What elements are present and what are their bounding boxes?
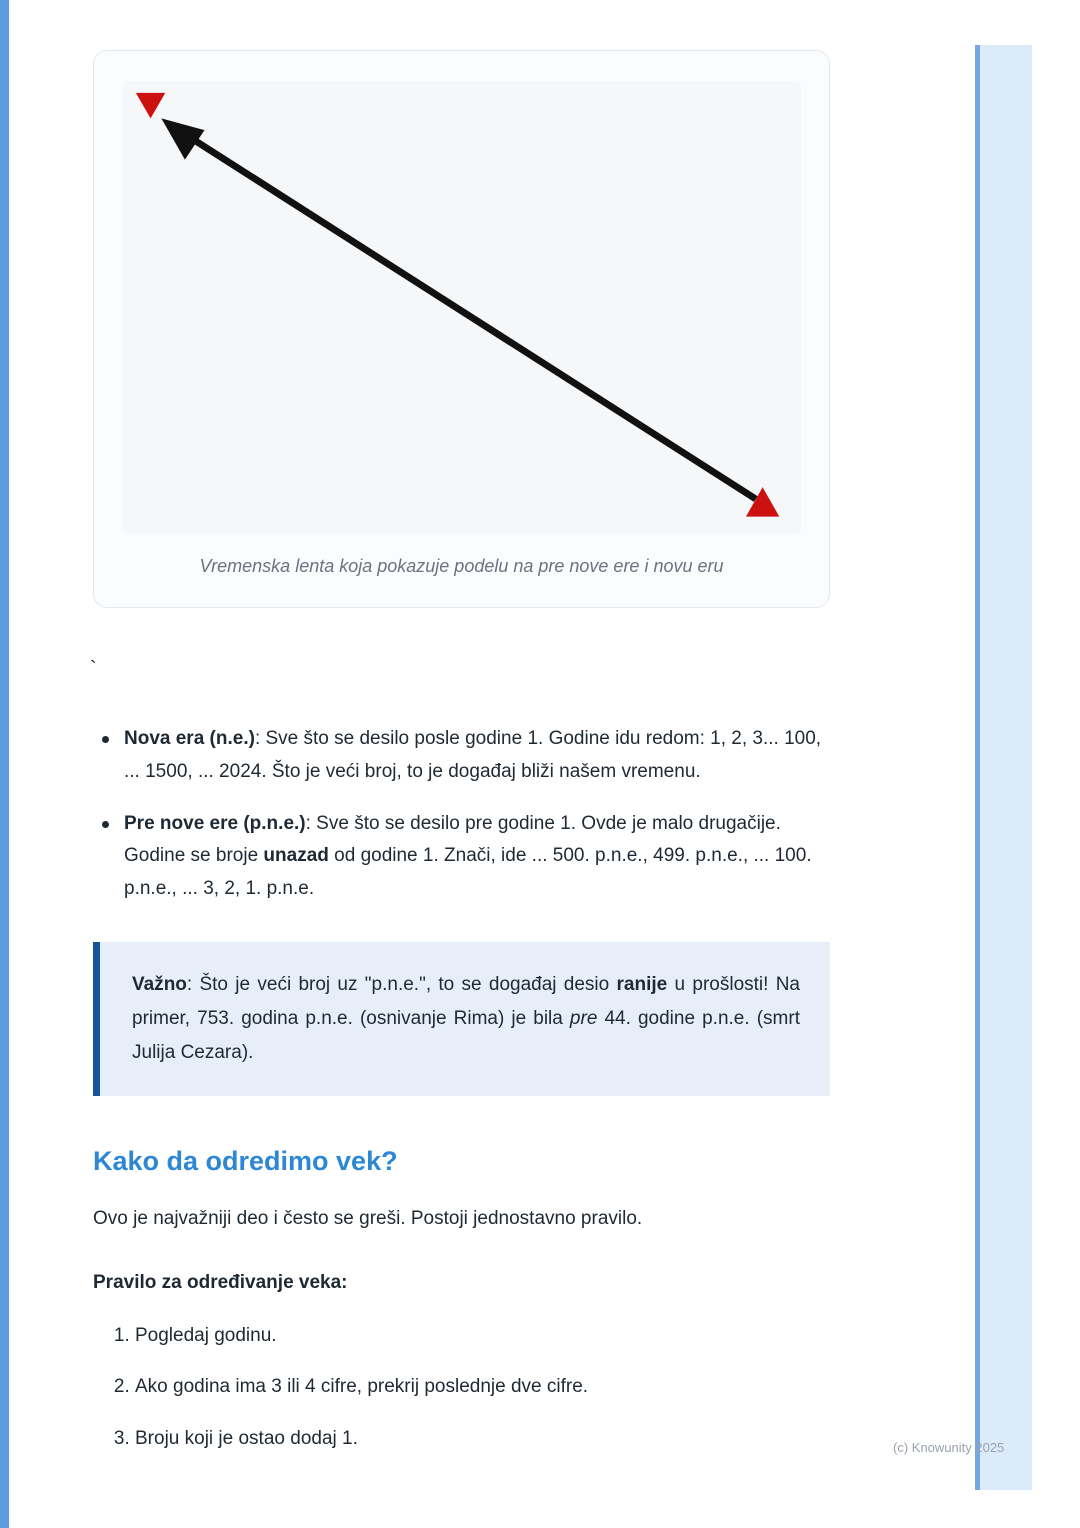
red-marker-top-icon — [136, 93, 165, 119]
left-accent-strip — [0, 0, 9, 1528]
step-item-3: 3. Broju koji je ostao dodaj 1. — [135, 1425, 830, 1454]
right-page-margin-strip — [975, 45, 1032, 1490]
figure-caption: Vremenska lenta koja pokazuje podelu na pre nove ere i novu eru — [199, 556, 724, 577]
section-heading: Kako da odredimo vek? — [93, 1146, 398, 1177]
stray-backtick: ` — [90, 658, 97, 681]
list-item-pre-nove-ere: Pre nove ere (p.n.e.): Sve što se desilo pre godine 1. Ovde je malo drugačije. Godine se broje unazad od godine 1. Znači, ide ... 500. p.n.e., 499. p.n.e., ... 100. p.n.e., ... 3, 2, 1. p.n.e. — [93, 808, 830, 906]
intro-paragraph: Ovo je najvažniji deo i često se greši. Postoji jednostavno pravilo. — [93, 1208, 643, 1230]
black-arrowhead-icon — [161, 118, 204, 159]
list-item-nova-era: Nova era (n.e.): Sve što se desilo posle godine 1. Godine idu redom: 1, 2, 3... 100, ... 1500, ... 2024. Što je veći broj, to je događaj bliži našem vremenu. — [93, 723, 830, 788]
footer-credit: (c) Knowunity 2025 — [893, 1440, 1005, 1455]
important-callout: Važno: Što je veći broj uz "p.n.e.", to se događaj desio ranije u prošlosti! Na primer, 753. godina p.n.e. (osnivanje Rima) je bila pre 44. godine p.n.e. (smrt Julija Cezara). — [93, 942, 830, 1097]
timeline-arrow-graphic — [128, 87, 795, 528]
page-content — [90, 50, 830, 1453]
red-marker-bottom-icon — [746, 487, 779, 516]
step-item-1: 1. Pogledaj godinu. — [135, 1322, 830, 1351]
timeline-figure-image — [122, 81, 801, 534]
era-bullet-list — [93, 723, 830, 905]
step-item-2: 2. Ako godina ima 3 ili 4 cifre, prekrij poslednje dve cifre. — [135, 1373, 830, 1402]
rule-title: Pravilo za određivanje veka: — [93, 1271, 348, 1293]
timeline-figure-card — [93, 50, 830, 608]
century-rule-steps — [93, 1322, 830, 1454]
